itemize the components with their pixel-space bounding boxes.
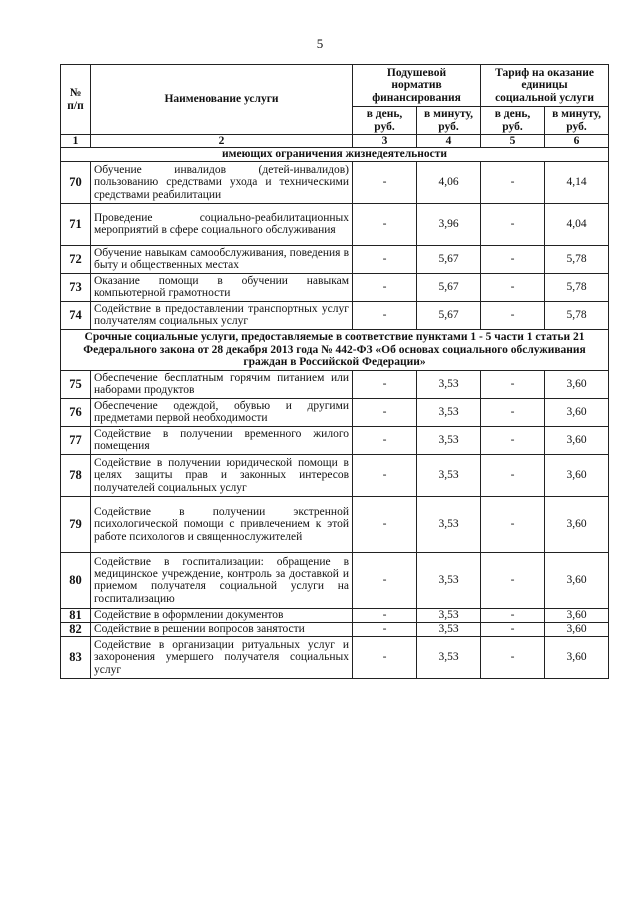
service-name: Содействие в госпитализации: обращение в медицинское учреждение, контроль за доставкой и приемом получателя социальной услуги на госпитализацию	[91, 552, 353, 608]
tariff-per-day: -	[481, 273, 545, 301]
funding-per-minute: 5,67	[417, 245, 481, 273]
tariff-per-minute: 5,78	[545, 273, 609, 301]
funding-per-day: -	[353, 454, 417, 496]
funding-per-minute: 5,67	[417, 273, 481, 301]
funding-per-minute: 3,53	[417, 496, 481, 552]
funding-per-minute: 3,53	[417, 454, 481, 496]
tariff-per-day: -	[481, 636, 545, 678]
service-name: Содействие в получении экстренной психологической помощи с привлечением к этой работе психологов и священнослужителей	[91, 496, 353, 552]
tariff-per-minute: 3,60	[545, 454, 609, 496]
column-index: 1	[61, 135, 91, 148]
service-name: Содействие в решении вопросов занятости	[91, 622, 353, 636]
funding-per-minute: 3,53	[417, 608, 481, 622]
funding-per-day: -	[353, 301, 417, 329]
tariff-per-minute: 5,78	[545, 301, 609, 329]
page-number: 5	[316, 36, 324, 51]
table-row	[61, 496, 609, 552]
table-row	[61, 245, 609, 273]
tariff-per-minute: 3,60	[545, 496, 609, 552]
row-number: 75	[61, 370, 91, 398]
funding-per-day: -	[353, 203, 417, 245]
tariff-per-day: -	[481, 245, 545, 273]
table-row	[61, 398, 609, 426]
tariff-per-day: -	[481, 622, 545, 636]
row-number: 83	[61, 636, 91, 678]
funding-per-day: -	[353, 370, 417, 398]
funding-per-day: -	[353, 622, 417, 636]
table-row	[61, 370, 609, 398]
table-row	[61, 426, 609, 454]
table-row	[61, 636, 609, 678]
section-row	[61, 148, 609, 161]
section-title-urgent: Срочные социальные услуги, предоставляемые в соответствие пунктами 1 - 5 части 1 статьи 21 Федерального закона от 28 декабря 2013 года № 442-ФЗ «Об основах социального обслуживания граждан в Российской Федерации»	[61, 329, 609, 370]
funding-per-minute: 4,06	[417, 161, 481, 203]
tariff-per-minute: 3,60	[545, 608, 609, 622]
funding-per-day: -	[353, 161, 417, 203]
tariff-table	[60, 64, 609, 679]
service-name: Содействие в организации ритуальных услуг и захоронения умершего получателя социальных услуг	[91, 636, 353, 678]
service-name: Проведение социально-реабилитационных мероприятий в сфере социального обслуживания	[91, 203, 353, 245]
tariff-per-day: -	[481, 496, 545, 552]
service-name: Обеспечение одеждой, обувью и другими предметами первой необходимости	[91, 398, 353, 426]
tariff-per-day: -	[481, 203, 545, 245]
tariff-per-day: -	[481, 398, 545, 426]
funding-per-day: -	[353, 426, 417, 454]
column-index-row	[61, 135, 609, 148]
header-service: Наименование услуги	[91, 65, 353, 135]
row-number: 72	[61, 245, 91, 273]
tariff-per-day: -	[481, 608, 545, 622]
row-number: 80	[61, 552, 91, 608]
tariff-per-minute: 3,60	[545, 552, 609, 608]
service-name: Содействие в получении юридической помощи в целях защиты прав и законных интересов получателей социальных услуг	[91, 454, 353, 496]
funding-per-minute: 3,53	[417, 426, 481, 454]
service-name: Обучение инвалидов (детей-инвалидов) пользованию средствами ухода и техническими средствами реабилитации	[91, 161, 353, 203]
tariff-per-minute: 3,60	[545, 622, 609, 636]
column-index: 5	[481, 135, 545, 148]
table-row	[61, 203, 609, 245]
tariff-per-minute: 3,60	[545, 636, 609, 678]
row-number: 78	[61, 454, 91, 496]
table-row	[61, 273, 609, 301]
tariff-per-day: -	[481, 301, 545, 329]
funding-per-minute: 3,53	[417, 552, 481, 608]
tariff-per-day: -	[481, 161, 545, 203]
funding-per-minute: 3,53	[417, 622, 481, 636]
table-row	[61, 161, 609, 203]
service-name: Содействие в оформлении документов	[91, 608, 353, 622]
header-per-day: в день, руб.	[353, 107, 417, 135]
tariff-per-minute: 4,14	[545, 161, 609, 203]
funding-per-day: -	[353, 636, 417, 678]
tariff-per-minute: 3,60	[545, 398, 609, 426]
funding-per-day: -	[353, 496, 417, 552]
column-index: 4	[417, 135, 481, 148]
row-number: 70	[61, 161, 91, 203]
row-number: 82	[61, 622, 91, 636]
column-index: 2	[91, 135, 353, 148]
table-row	[61, 608, 609, 622]
column-index: 3	[353, 135, 417, 148]
table-row	[61, 552, 609, 608]
tariff-per-minute: 3,60	[545, 426, 609, 454]
funding-per-minute: 5,67	[417, 301, 481, 329]
tariff-per-minute: 4,04	[545, 203, 609, 245]
section-row	[61, 329, 609, 370]
tariff-per-day: -	[481, 552, 545, 608]
header-per-minute: в минуту, руб.	[545, 107, 609, 135]
row-number: 73	[61, 273, 91, 301]
row-number: 81	[61, 608, 91, 622]
header-per-minute: в минуту, руб.	[417, 107, 481, 135]
tariff-per-day: -	[481, 370, 545, 398]
funding-per-minute: 3,53	[417, 636, 481, 678]
funding-per-minute: 3,53	[417, 370, 481, 398]
row-number: 74	[61, 301, 91, 329]
header-funding-group: Подушевой норматив финансирования	[353, 65, 481, 107]
service-name: Оказание помощи в обучении навыкам компьютерной грамотности	[91, 273, 353, 301]
row-number: 71	[61, 203, 91, 245]
funding-per-day: -	[353, 608, 417, 622]
header-num: № п/п	[61, 65, 91, 135]
header-per-day: в день, руб.	[481, 107, 545, 135]
tariff-per-day: -	[481, 426, 545, 454]
service-name: Обучение навыкам самообслуживания, поведения в быту и общественных местах	[91, 245, 353, 273]
tariff-per-minute: 5,78	[545, 245, 609, 273]
row-number: 79	[61, 496, 91, 552]
funding-per-minute: 3,53	[417, 398, 481, 426]
funding-per-minute: 3,96	[417, 203, 481, 245]
table-row	[61, 622, 609, 636]
funding-per-day: -	[353, 273, 417, 301]
funding-per-day: -	[353, 245, 417, 273]
section-title-continued: имеющих ограничения жизнедеятельности	[61, 148, 609, 161]
tariff-per-minute: 3,60	[545, 370, 609, 398]
row-number: 76	[61, 398, 91, 426]
tariff-per-day: -	[481, 454, 545, 496]
table-row	[61, 454, 609, 496]
table-row	[61, 301, 609, 329]
funding-per-day: -	[353, 398, 417, 426]
service-name: Обеспечение бесплатным горячим питанием или наборами продуктов	[91, 370, 353, 398]
header-tariff-group: Тариф на оказание единицы социальной услуги	[481, 65, 609, 107]
funding-per-day: -	[353, 552, 417, 608]
row-number: 77	[61, 426, 91, 454]
service-name: Содействие в получении временного жилого помещения	[91, 426, 353, 454]
column-index: 6	[545, 135, 609, 148]
service-name: Содействие в предоставлении транспортных услуг получателям социальных услуг	[91, 301, 353, 329]
